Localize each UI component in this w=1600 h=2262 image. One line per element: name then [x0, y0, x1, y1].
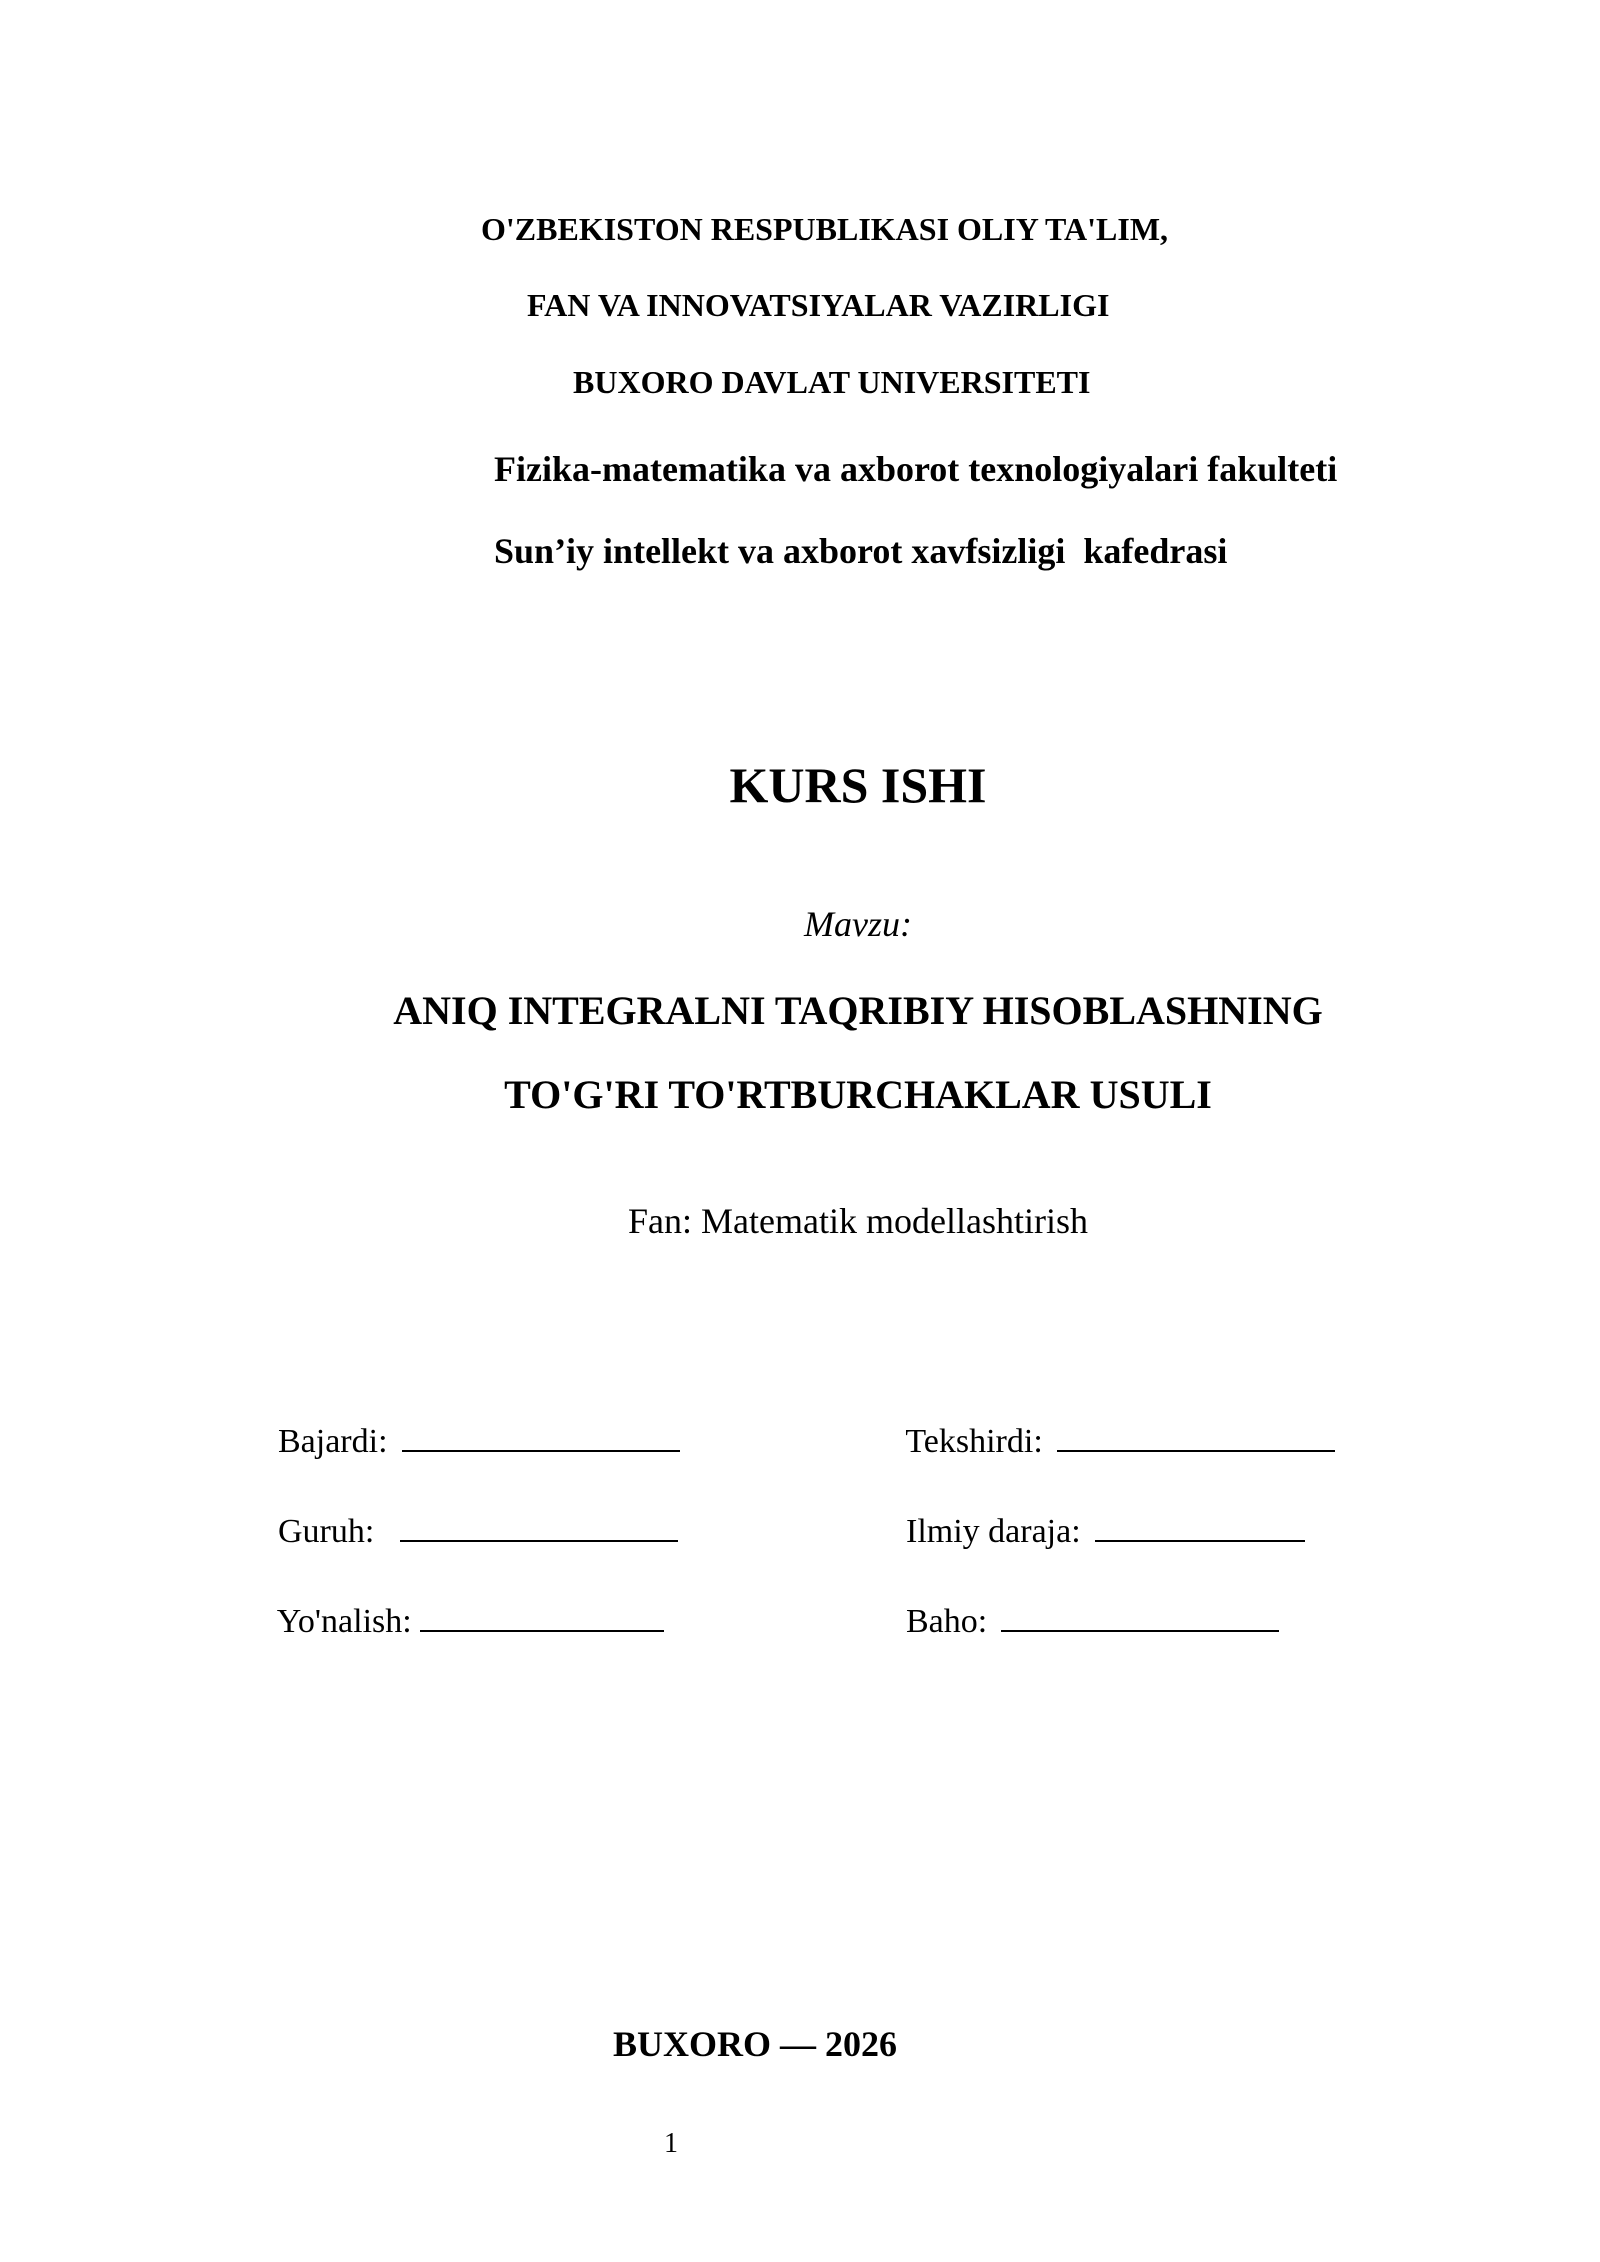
blank-line[interactable]: [1001, 1604, 1279, 1632]
blank-line[interactable]: [420, 1604, 664, 1632]
department-name: Sun’iy intellekt va axborot xavfsizligi kafedrasi: [494, 531, 1228, 571]
ministry-title-line-1: O'ZBEKISTON RESPUBLIKASI OLIY TA'LIM,: [481, 211, 1169, 247]
field-baho: [872, 1570, 1279, 1673]
university-name: BUXORO DAVLAT UNIVERSITETI: [573, 364, 1091, 400]
field-label: Yo'nalish:: [276, 1603, 412, 1640]
topic-title-line-1: ANIQ INTEGRALNI TAQRIBIY HISOBLASHNING: [393, 988, 1323, 1033]
field-ilmiy-daraja: [872, 1480, 1305, 1583]
ministry-title-line-2: FAN VA INNOVATSIYALAR VAZIRLIGI: [527, 287, 1110, 323]
topic-label: Mavzu:: [804, 904, 912, 944]
field-bajardi: [244, 1390, 680, 1493]
field-tekshirdi: [872, 1390, 1335, 1493]
page-number: 1: [664, 2128, 678, 2159]
blank-line[interactable]: [1057, 1424, 1335, 1452]
subject-line: Fan: Matematik modellashtirish: [628, 1201, 1088, 1241]
document-type-heading: KURS ISHI: [729, 757, 987, 813]
field-label: Guruh:: [278, 1513, 375, 1550]
field-guruh: [244, 1480, 678, 1583]
field-yonalish: [244, 1570, 664, 1673]
topic-title-line-2: TO'G'RI TO'RTBURCHAKLAR USULI: [504, 1072, 1212, 1117]
faculty-name: Fizika-matematika va axborot texnologiyalari fakulteti: [494, 449, 1338, 489]
field-label: Baho:: [906, 1603, 988, 1640]
blank-line[interactable]: [1095, 1514, 1305, 1542]
field-label: Tekshirdi:: [905, 1423, 1043, 1460]
field-label: Bajardi:: [278, 1423, 388, 1460]
blank-line[interactable]: [400, 1514, 678, 1542]
field-label: Ilmiy daraja:: [906, 1513, 1081, 1550]
blank-line[interactable]: [402, 1424, 680, 1452]
city-year: BUXORO — 2026: [612, 2024, 897, 2064]
